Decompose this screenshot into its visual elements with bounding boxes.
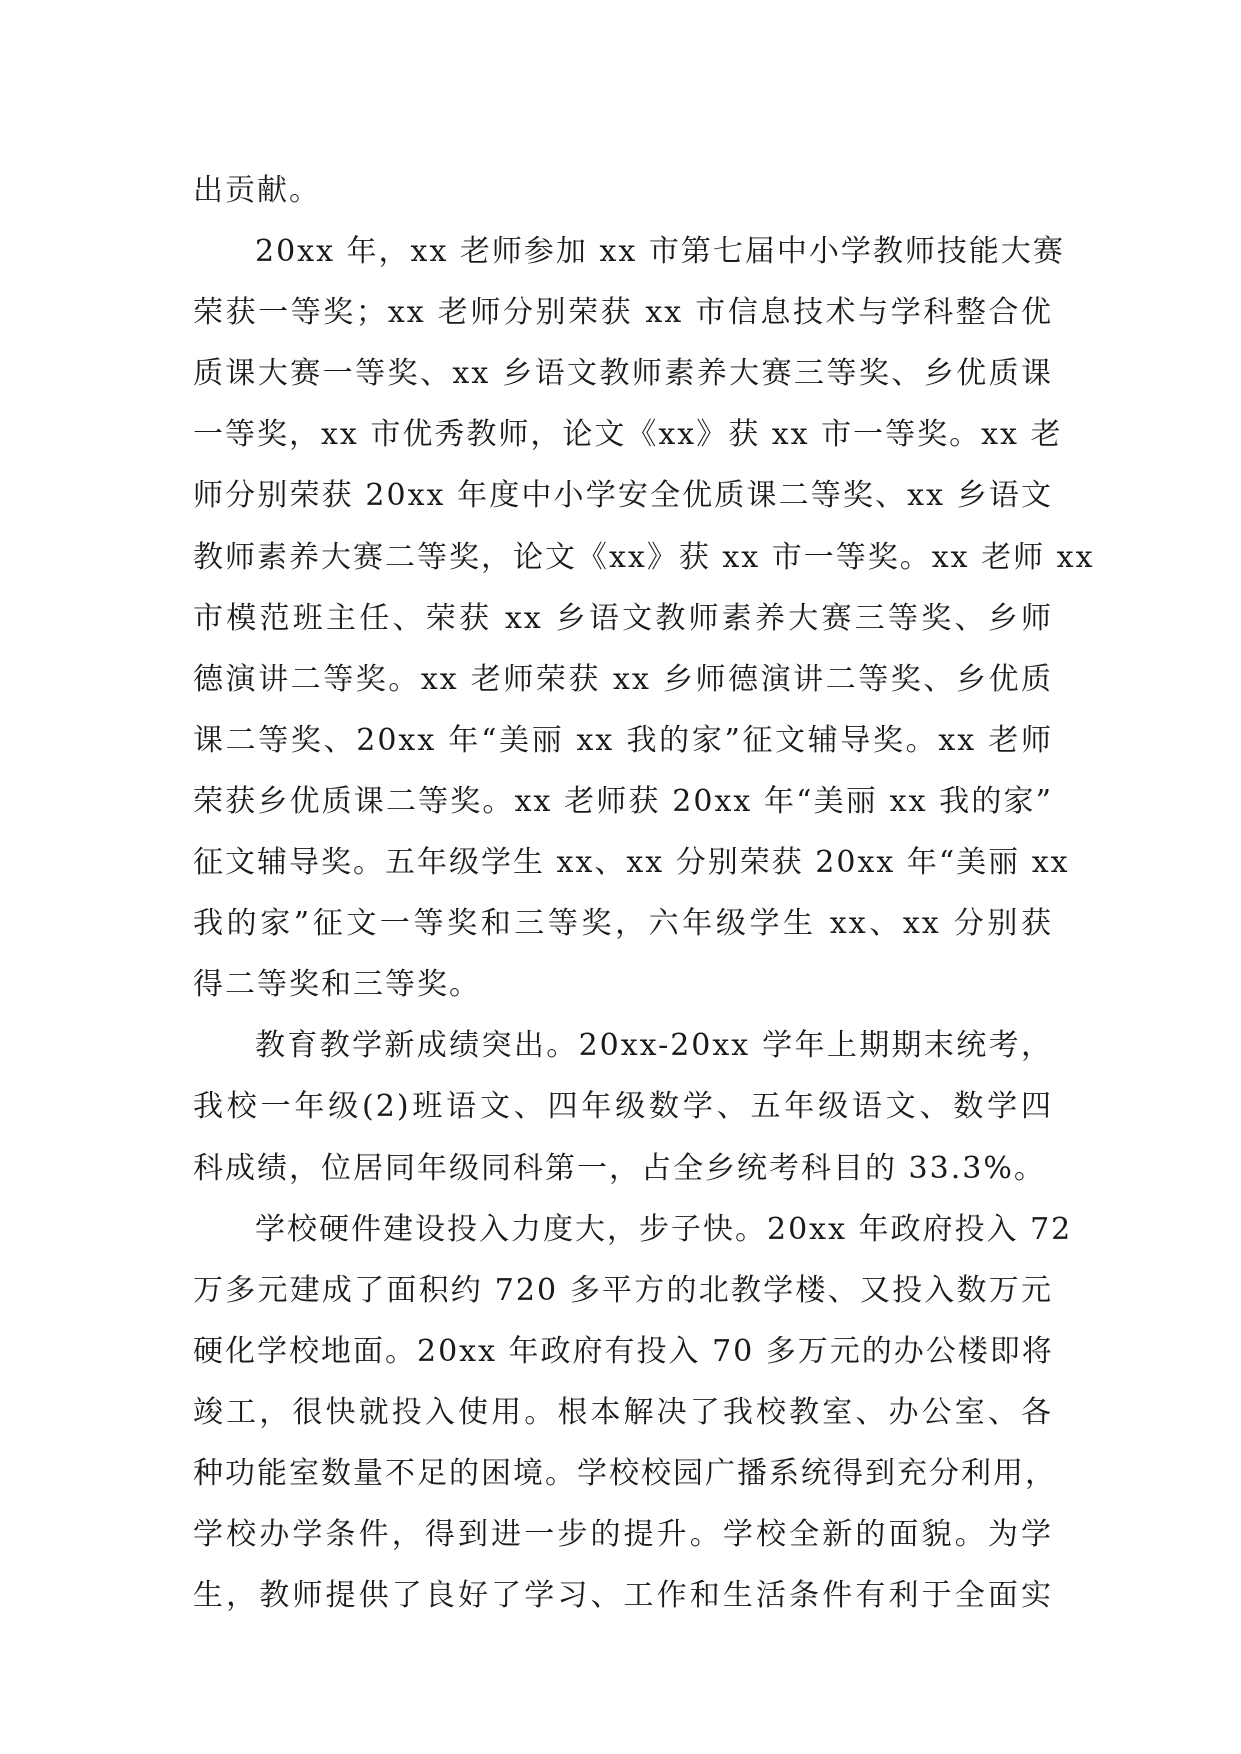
paragraph-facilities [193, 1199, 1073, 1627]
text-line: 20xx 年，xx 老师参加 xx 市第七届中小学教师技能大赛 [255, 234, 1065, 270]
text-line: 师分别荣获 20xx 年度中小学安全优质课二等奖、xx 乡语文 [193, 478, 1053, 514]
text-line: 竣工，很快就投入使用。根本解决了我校教室、办公室、各 [193, 1394, 1053, 1430]
text-line: 我校一年级(2)班语文、四年级数学、五年级语文、数学四 [193, 1089, 1053, 1125]
text-line: 德演讲二等奖。xx 老师荣获 xx 乡师德演讲二等奖、乡优质 [193, 661, 1053, 697]
text-line: 课二等奖、20xx 年“美丽 xx 我的家”征文辅导奖。xx 老师 [193, 722, 1053, 758]
text-line: 硬化学校地面。20xx 年政府有投入 70 多万元的办公楼即将 [193, 1333, 1054, 1369]
text-line: 一等奖，xx 市优秀教师，论文《xx》获 xx 市一等奖。xx 老 [193, 417, 1063, 453]
text-line: 教师素养大赛二等奖，论文《xx》获 xx 市一等奖。xx 老师 xx [193, 539, 1095, 575]
text-line: 质课大赛一等奖、xx 乡语文教师素养大赛三等奖、乡优质课 [193, 356, 1053, 392]
text-line: 市模范班主任、荣获 xx 乡语文教师素养大赛三等奖、乡师 [193, 600, 1053, 636]
text-line: 学校硬件建设投入力度大，步子快。20xx 年政府投入 72 [255, 1211, 1073, 1247]
text-line: 教育教学新成绩突出。20xx-20xx 学年上期期末统考， [255, 1028, 1053, 1064]
text-line: 万多元建成了面积约 720 多平方的北教学楼、又投入数万元 [193, 1272, 1053, 1308]
text-line: 得二等奖和三等奖。 [193, 967, 481, 1003]
text-line: 出贡献。 [193, 173, 321, 208]
text-line: 荣获乡优质课二等奖。xx 老师获 20xx 年“美丽 xx 我的家” [193, 783, 1053, 819]
text-line: 我的家”征文一等奖和三等奖，六年级学生 xx、xx 分别获 [193, 906, 1053, 942]
text-line: 学校办学条件，得到进一步的提升。学校全新的面貌。为学 [193, 1517, 1053, 1553]
text-line: 荣获一等奖；xx 老师分别荣获 xx 市信息技术与学科整合优 [193, 295, 1053, 331]
paragraph-teaching-results [193, 1015, 1053, 1198]
text-line: 种功能室数量不足的困境。学校校园广播系统得到充分利用， [193, 1455, 1057, 1491]
paragraph-teacher-awards [193, 221, 1095, 1015]
text-line: 科成绩，位居同年级同科第一，占全乡统考科目的 33.3%。 [193, 1150, 1046, 1186]
document-body [193, 160, 1095, 1626]
paragraph-continuation [193, 160, 1053, 221]
text-line: 征文辅导奖。五年级学生 xx、xx 分别荣获 20xx 年“美丽 xx [193, 845, 1070, 881]
text-line: 生，教师提供了良好了学习、工作和生活条件有利于全面实 [193, 1578, 1053, 1614]
